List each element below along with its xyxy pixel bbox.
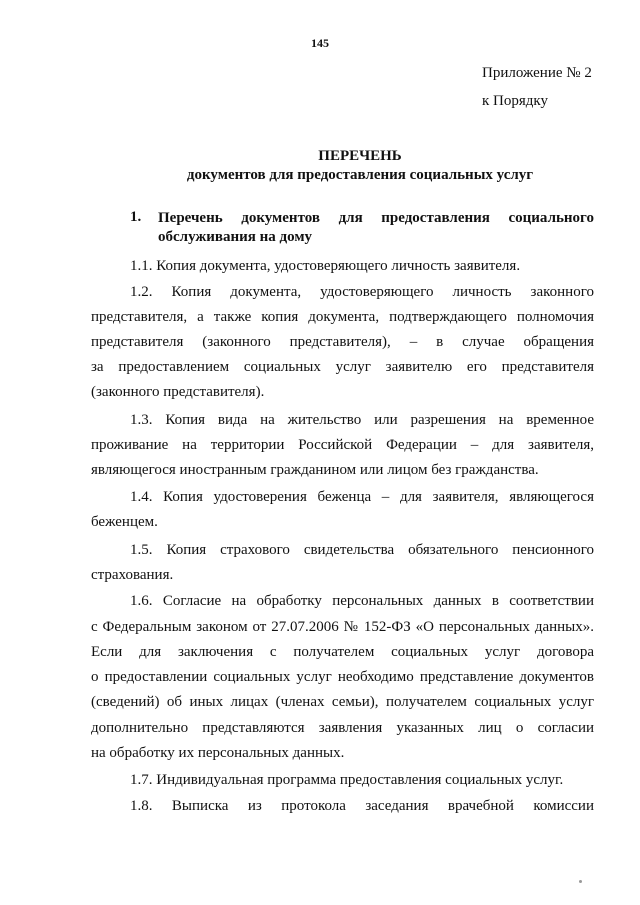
section-heading-line: обслуживания на дому <box>158 229 313 245</box>
paragraph-line: представителя, а также копия документа, подтверждающего полномочия <box>91 309 594 325</box>
paragraph-line: 1.7. Индивидуальная программа предоставления социальных услуг. <box>130 772 564 788</box>
paragraph-line: с Федеральным законом от 27.07.2006 № 152-ФЗ «О персональных данных». <box>91 619 594 635</box>
paragraph-line: 1.3. Копия вида на жительство или разрешения на временное <box>130 412 594 428</box>
paragraph-line: о предоставлении социальных услуг необходимо представление документов <box>91 669 594 685</box>
paragraph-line: (сведений) об иных лицах (членах семьи), получателем социальных услуг <box>91 694 594 710</box>
paragraph-line: беженцем. <box>91 514 158 530</box>
paragraph-line: страхования. <box>91 567 174 583</box>
appendix-reference: к Порядку <box>482 93 548 109</box>
section-number: 1. <box>130 209 142 225</box>
document-subtitle: документов для предоставления социальных услуг <box>186 167 534 183</box>
paragraph-line: представителя (законного представителя), – в случае обращения <box>91 334 594 350</box>
page-number: 145 <box>311 36 329 50</box>
paragraph-line: 1.2. Копия документа, удостоверяющего личность законного <box>130 284 594 300</box>
paragraph-line: дополнительно представляются заявления указанных лиц о согласии <box>91 720 594 736</box>
paragraph-line: 1.8. Выписка из протокола заседания врачебной комиссии <box>130 798 594 814</box>
paragraph-line: 1.1. Копия документа, удостоверяющего личность заявителя. <box>130 258 521 274</box>
paragraph-line: (законного представителя). <box>91 384 265 400</box>
scan-speck <box>579 880 582 883</box>
paragraph-line: на обработку их персональных данных. <box>91 745 345 761</box>
paragraph-line: 1.5. Копия страхового свидетельства обязательного пенсионного <box>130 542 594 558</box>
paragraph-line: 1.6. Согласие на обработку персональных данных в соответствии <box>130 593 594 609</box>
paragraph-line: являющегося иностранным гражданином или лицом без гражданства. <box>91 462 539 478</box>
paragraph-line: проживание на территории Российской Федерации – для заявителя, <box>91 437 594 453</box>
paragraph-line: 1.4. Копия удостоверения беженца – для заявителя, являющегося <box>130 489 594 505</box>
document-title: ПЕРЕЧЕНЬ <box>318 148 402 164</box>
appendix-label: Приложение № 2 <box>482 65 592 81</box>
section-heading-line: Перечень документов для предоставления социального <box>158 210 594 226</box>
paragraph-line: Если для заключения с получателем социальных услуг договора <box>91 644 594 660</box>
paragraph-line: за предоставлением социальных услуг заявителю его представителя <box>91 359 594 375</box>
